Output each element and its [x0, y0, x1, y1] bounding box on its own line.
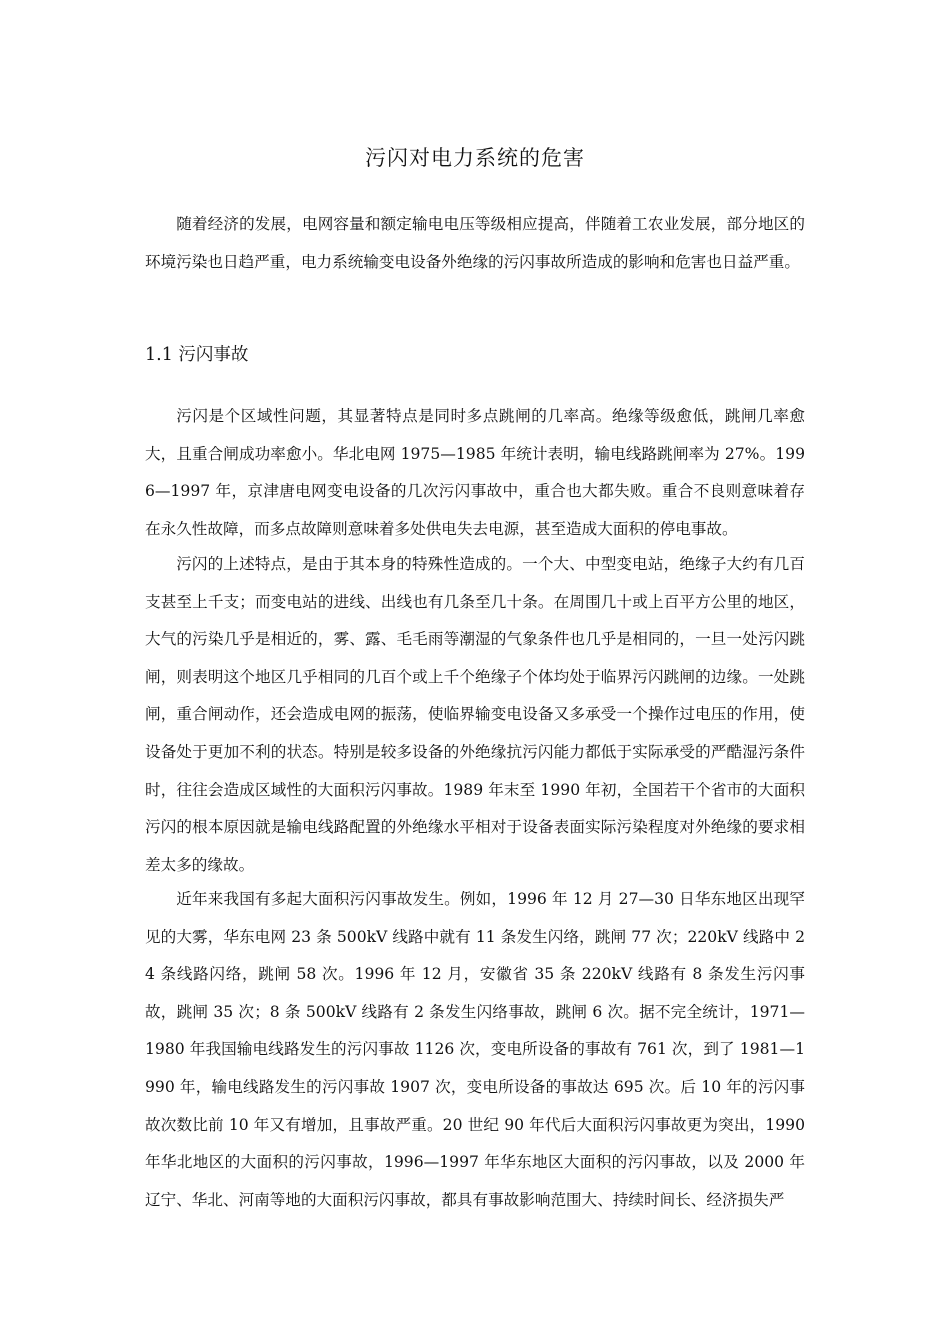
section-heading: 1.1 污闪事故: [145, 345, 249, 365]
intro-paragraph: 随着经济的发展，电网容量和额定输电电压等级相应提高，伴随着工农业发展，部分地区的环境污染也日趋严重，电力系统输变电设备外绝缘的污闪事故所造成的影响和危害也日益严重。: [145, 215, 805, 271]
document-title: 污闪对电力系统的危害: [365, 146, 585, 170]
body-paragraph-3: 近年来我国有多起大面积污闪事故发生。例如，1996 年 12 月 27—30 日华东地区出现罕见的大雾，华东电网 23 条 500kV 线路中就有 11 条发生闪络，跳闸 77 次；220kV 线路中 24 条线路闪络，跳闸 58 次。1996 年 12 月，安徽省 35 条 220kV 线路有 8 条发生污闪事故，跳闸 35 次；8 条 500kV 线路有 2 条发生闪络事故，跳闸 6 次。据不完全统计，1971—1980 年我国输电线路发生的污闪事故 1126 次，变电所设备的事故有 761 次，到了 1981—1990 年，输电线路发生的污闪事故 1907 次，变电所设备的事故达 695 次。后 10 年的污闪事故次数比前 10 年又有增加，且事故严重。20 世纪 90 年代后大面积污闪事故更为突出，1990 年华北地区的大面积的污闪事故，1996—1997 年华东地区大面积的污闪事故，以及 2000 年辽宁、华北、河南等地的大面积污闪事故，都具有事故影响范围大、持续时间长、经济损失严: [145, 890, 805, 1209]
body-paragraph-2: 污闪的上述特点，是由于其本身的特殊性造成的。一个大、中型变电站，绝缘子大约有几百支甚至上千支；而变电站的进线、出线也有几条至几十条。在周围几十或上百平方公里的地区，大气的污染几乎是相近的，雾、露、毛毛雨等潮湿的气象条件也几乎是相同的，一旦一处污闪跳闸，则表明这个地区几乎相同的几百个或上千个绝缘子个体均处于临界污闪跳闸的边缘。一处跳闸，重合闸动作，还会造成电网的振荡，使临界输变电设备又多承受一个操作过电压的作用，使设备处于更加不利的状态。特别是较多设备的外绝缘抗污闪能力都低于实际承受的严酷湿污条件时，往往会造成区域性的大面积污闪事故。1989 年末至 1990 年初，全国若干个省市的大面积污闪的根本原因就是输电线路配置的外绝缘水平相对于设备表面实际污染程度对外绝缘的要求相差太多的缘故。: [145, 555, 805, 874]
body-paragraph-1: 污闪是个区域性问题，其显著特点是同时多点跳闸的几率高。绝缘等级愈低，跳闸几率愈大，且重合闸成功率愈小。华北电网 1975—1985 年统计表明，输电线路跳闸率为 27%。1996—1997 年，京津唐电网变电设备的几次污闪事故中，重合也大都失败。重合不良则意味着存在永久性故障，而多点故障则意味着多处供电失去电源，甚至造成大面积的停电事故。: [145, 407, 805, 538]
